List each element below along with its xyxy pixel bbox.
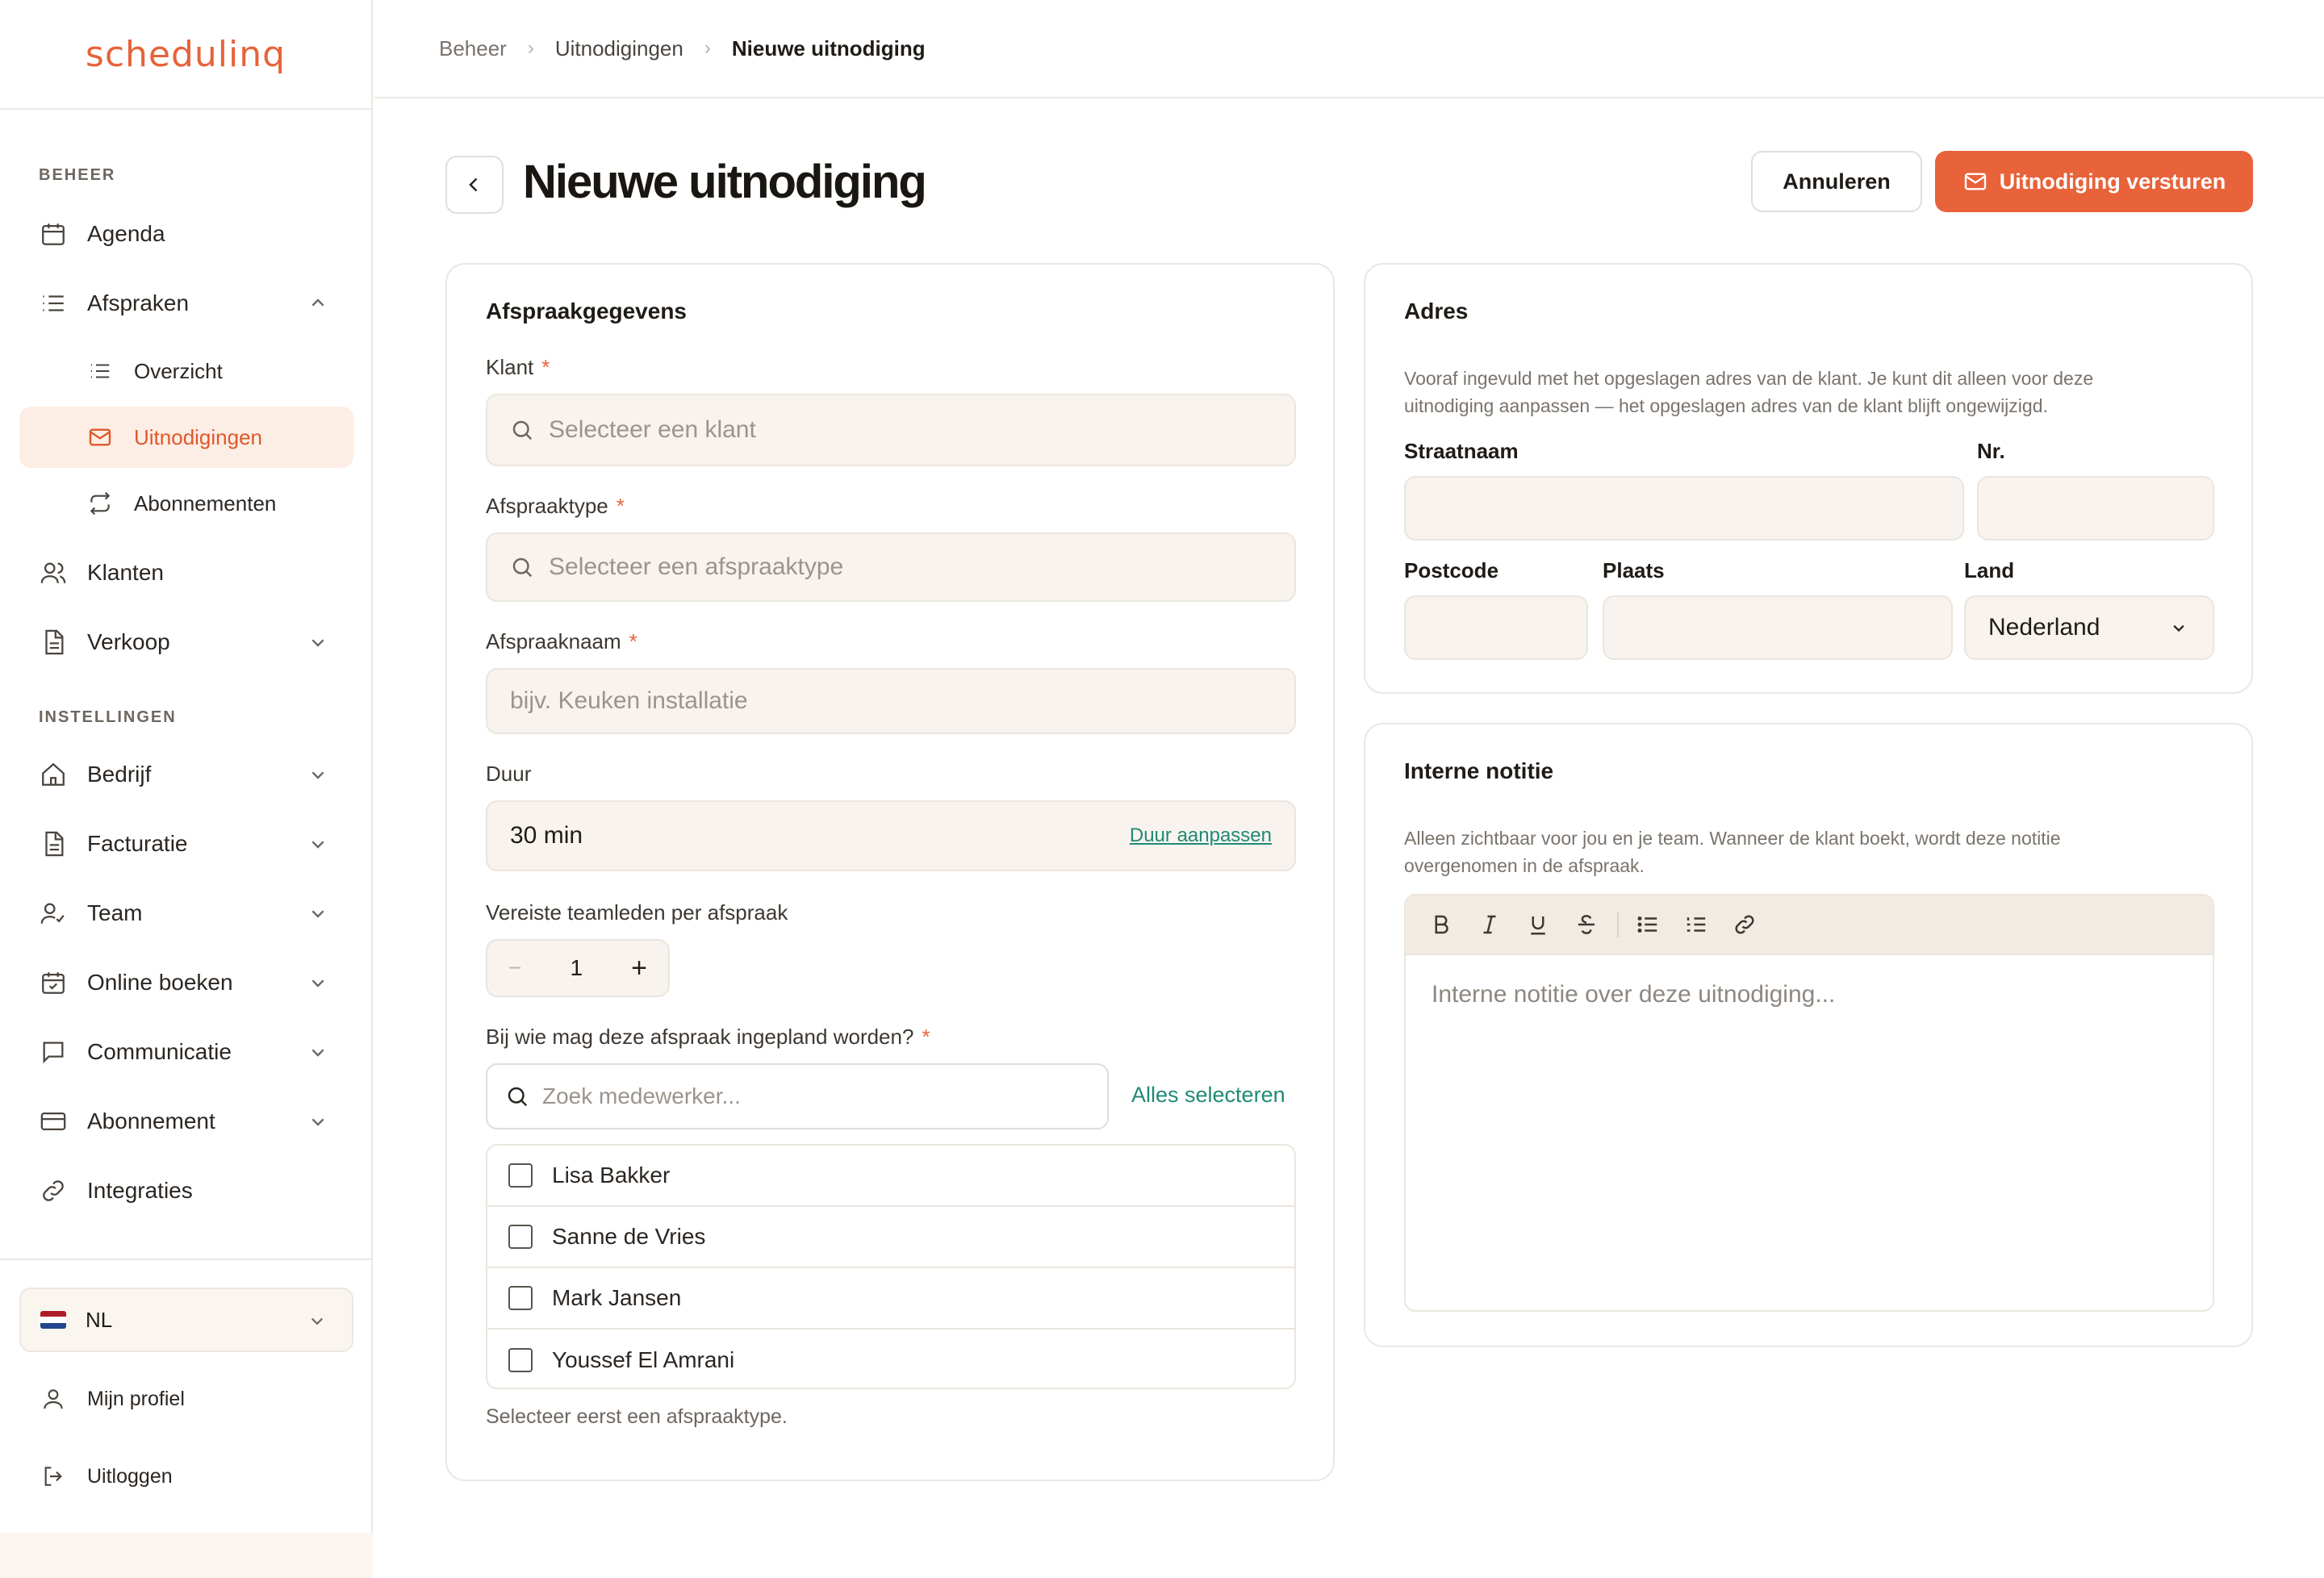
italic-icon — [1478, 912, 1502, 937]
checkbox[interactable] — [508, 1163, 533, 1188]
underline-button[interactable] — [1520, 907, 1556, 942]
card-description: Vooraf ingevuld met het opgeslagen adres van de klant. Je kunt dit alleen voor deze uitnodiging aanpassen — het opgeslagen adres van de klant blijft ongewijzigd. — [1404, 368, 2094, 416]
chevron-right-icon: › — [704, 37, 711, 59]
address-card — [1364, 263, 2253, 694]
street-input[interactable] — [1404, 476, 1964, 541]
chevron-down-icon — [305, 1108, 331, 1134]
sidebar-item-label: Online boeken — [87, 970, 233, 995]
sidebar-item-logout[interactable] — [19, 1446, 353, 1507]
sidebar-item-label: Bedrijf — [87, 762, 152, 787]
duration-edit-link[interactable]: Duur aanpassen — [1129, 824, 1272, 846]
sidebar-item-bedrijf[interactable] — [19, 744, 353, 805]
team-count-label: Vereiste teamleden per afspraak — [486, 900, 788, 925]
helper-text: Selecteer eerst een afspraaktype. — [486, 1405, 788, 1428]
sidebar-item-verkoop[interactable] — [19, 612, 353, 673]
section-label-beheer: BEHEER — [39, 166, 116, 184]
breadcrumb-item-beheer[interactable]: Beheer — [439, 35, 507, 61]
ordered-list-icon — [1684, 912, 1708, 937]
chevron-left-icon — [462, 173, 487, 197]
link-icon — [37, 1175, 69, 1207]
link-icon — [1733, 912, 1757, 937]
breadcrumb-item-current: Nieuwe uitnodiging — [731, 35, 926, 61]
document-icon — [37, 626, 69, 658]
city-input[interactable] — [1603, 595, 1953, 660]
sidebar-footer — [0, 1533, 373, 1578]
user-check-icon — [37, 897, 69, 929]
chevron-down-icon — [305, 1039, 331, 1065]
street-label: Straatnaam — [1404, 439, 1519, 463]
chevron-down-icon — [2167, 616, 2190, 639]
sidebar-item-label: Uitloggen — [87, 1464, 173, 1488]
sidebar-divider — [0, 1259, 371, 1260]
sidebar-item-label: Abonnement — [87, 1108, 215, 1133]
sidebar-item-agenda[interactable] — [19, 203, 353, 265]
number-label: Nr. — [1977, 439, 2005, 463]
list-item[interactable] — [487, 1268, 1294, 1330]
chevron-down-icon — [305, 1309, 329, 1333]
client-label: Klant * — [486, 355, 550, 379]
chevron-down-icon — [305, 900, 331, 926]
mail-icon — [1962, 169, 1988, 194]
team-count-value: 1 — [570, 955, 583, 980]
chevron-down-icon — [305, 762, 331, 787]
note-placeholder: Interne notitie over deze uitnodiging... — [1432, 981, 1836, 1008]
country-select[interactable] — [1964, 595, 2214, 660]
sidebar-item-label: Verkoop — [87, 629, 170, 654]
sidebar-item-label: Facturatie — [87, 831, 188, 856]
decrement-button[interactable]: − — [508, 955, 522, 980]
sidebar-item-label: Mijn profiel — [87, 1387, 185, 1410]
sidebar-item-overzicht[interactable] — [19, 340, 353, 402]
bold-icon — [1429, 912, 1453, 937]
list-item[interactable] — [487, 1146, 1294, 1207]
user-icon — [37, 1383, 69, 1415]
logout-icon — [37, 1460, 69, 1492]
employee-name: Mark Jansen — [552, 1285, 682, 1310]
employee-name: Youssef El Amrani — [552, 1347, 735, 1372]
bold-button[interactable] — [1423, 907, 1459, 942]
card-title: Adres — [1404, 298, 1469, 324]
toolbar-divider — [1617, 912, 1619, 937]
card-title: Interne notitie — [1404, 758, 1554, 783]
sidebar-item-profile[interactable] — [19, 1368, 353, 1430]
list-item[interactable] — [487, 1207, 1294, 1268]
type-placeholder: Selecteer een afspraaktype — [549, 553, 844, 580]
sidebar — [0, 0, 373, 1578]
postcode-input[interactable] — [1404, 595, 1588, 660]
bullet-list-button[interactable] — [1630, 907, 1666, 942]
users-icon — [37, 557, 69, 589]
breadcrumb — [374, 0, 2324, 98]
search-icon — [510, 418, 534, 442]
chevron-down-icon — [305, 970, 331, 996]
list-icon — [84, 355, 116, 387]
assign-label: Bij wie mag deze afspraak ingepland worden? * — [486, 1025, 930, 1049]
sidebar-item-communicatie[interactable] — [19, 1021, 353, 1083]
checkbox[interactable] — [508, 1348, 533, 1372]
send-invitation-button[interactable] — [1935, 151, 2253, 212]
sidebar-item-label: Klanten — [87, 560, 164, 585]
home-icon — [37, 758, 69, 791]
sidebar-item-abonnementen[interactable] — [19, 473, 353, 534]
section-label-instellingen: INSTELLINGEN — [39, 708, 177, 726]
chevron-up-icon — [305, 290, 331, 316]
type-select[interactable] — [486, 532, 1296, 602]
sidebar-item-label: Team — [87, 900, 143, 925]
country-value: Nederland — [1988, 614, 2100, 641]
sidebar-item-uitnodigingen[interactable] — [19, 407, 353, 468]
language-label: NL — [86, 1307, 113, 1332]
sidebar-item-label: Overzicht — [134, 358, 223, 383]
sidebar-item-team[interactable] — [19, 883, 353, 944]
employee-list — [486, 1144, 1296, 1389]
card-title: Afspraakgegevens — [486, 298, 688, 324]
city-label: Plaats — [1603, 558, 1665, 582]
language-select[interactable] — [19, 1288, 353, 1352]
sidebar-item-label: Agenda — [87, 221, 165, 246]
internal-note-card — [1364, 723, 2253, 1347]
credit-card-icon — [37, 1105, 69, 1138]
select-all-link[interactable]: Alles selecteren — [1131, 1083, 1285, 1107]
calendar-icon — [37, 218, 69, 250]
search-icon — [505, 1084, 529, 1108]
bullet-list-icon — [1636, 912, 1660, 937]
logo[interactable]: schedulinq — [0, 0, 371, 110]
sidebar-item-integraties[interactable] — [19, 1160, 353, 1221]
employee-search-placeholder: Zoek medewerker... — [542, 1083, 741, 1108]
mail-icon — [84, 421, 116, 453]
chevron-down-icon — [305, 831, 331, 857]
sidebar-item-label: Integraties — [87, 1178, 193, 1203]
client-select[interactable] — [486, 394, 1296, 466]
employee-name: Lisa Bakker — [552, 1163, 671, 1188]
postcode-label: Postcode — [1404, 558, 1499, 582]
sidebar-item-label: Abonnementen — [134, 491, 277, 516]
name-label: Afspraaknaam * — [486, 629, 637, 653]
sidebar-item-klanten[interactable] — [19, 542, 353, 603]
repeat-icon — [84, 487, 116, 520]
quantity-stepper — [486, 939, 670, 997]
sidebar-item-abonnement[interactable] — [19, 1091, 353, 1152]
increment-button[interactable]: + — [631, 952, 647, 983]
editor-toolbar — [1406, 895, 2213, 955]
search-icon — [510, 555, 534, 579]
duration-field[interactable] — [486, 800, 1296, 871]
send-invitation-label: Uitnodiging versturen — [1999, 169, 2226, 194]
back-button[interactable] — [445, 156, 504, 214]
type-label: Afspraaktype * — [486, 494, 625, 518]
duration-value: 30 min — [510, 822, 583, 849]
sidebar-item-label: Afspraken — [87, 290, 190, 315]
list-icon — [37, 287, 69, 319]
breadcrumb-item-uitnodigingen[interactable]: Uitnodigingen — [554, 35, 683, 61]
flag-nl-icon — [40, 1311, 66, 1329]
sidebar-item-label: Communicatie — [87, 1039, 232, 1064]
card-description: Alleen zichtbaar voor jou en je team. Wanneer de klant boekt, wordt deze notitie overgenomen in de afspraak. — [1404, 828, 2061, 876]
name-placeholder: bijv. Keuken installatie — [510, 687, 748, 714]
employee-search-input[interactable] — [486, 1063, 1109, 1129]
country-label: Land — [1964, 558, 2015, 582]
strikethrough-icon — [1574, 912, 1599, 937]
chevron-right-icon: › — [527, 37, 534, 59]
number-input[interactable] — [1977, 476, 2214, 541]
chat-icon — [37, 1036, 69, 1068]
sidebar-item-facturatie[interactable] — [19, 813, 353, 875]
link-button[interactable] — [1727, 907, 1762, 942]
employee-name: Sanne de Vries — [552, 1224, 706, 1249]
cancel-button[interactable]: Annuleren — [1751, 151, 1922, 212]
sidebar-item-afspraken[interactable] — [19, 273, 353, 334]
strikethrough-button[interactable] — [1569, 907, 1604, 942]
invoice-icon — [37, 828, 69, 860]
checkbox[interactable] — [508, 1286, 533, 1310]
underline-icon — [1526, 912, 1550, 937]
italic-button[interactable] — [1472, 907, 1507, 942]
chevron-down-icon — [305, 629, 331, 655]
appointment-card — [445, 263, 1335, 1481]
checkbox[interactable] — [508, 1225, 533, 1249]
page-title: Nieuwe uitnodiging — [523, 156, 926, 208]
note-textarea[interactable] — [1406, 955, 2213, 1034]
sidebar-item-online-boeken[interactable] — [19, 952, 353, 1013]
sidebar-item-label: Uitnodigingen — [134, 424, 263, 449]
ordered-list-button[interactable] — [1678, 907, 1714, 942]
rich-text-editor — [1404, 894, 2214, 1312]
client-placeholder: Selecteer een klant — [549, 416, 756, 443]
calendar-check-icon — [37, 966, 69, 999]
duration-label: Duur — [486, 762, 532, 786]
list-item[interactable] — [487, 1330, 1294, 1389]
name-input[interactable] — [486, 668, 1296, 734]
